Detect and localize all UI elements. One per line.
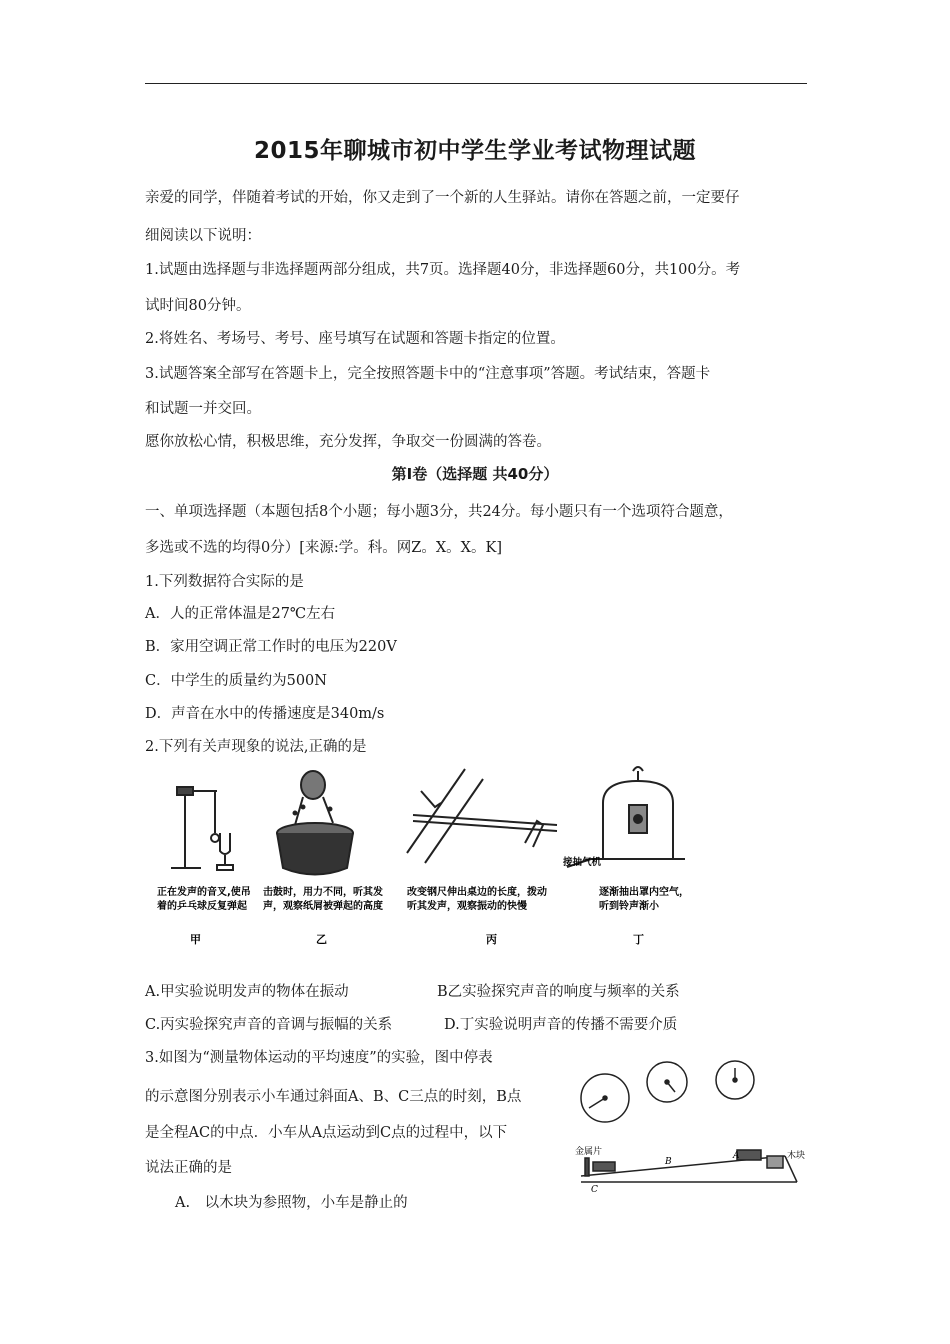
jia-caption-line-1: 正在发声的音叉,使吊 [157, 887, 251, 898]
q2-figure [145, 763, 563, 958]
q2-figure-bell-jar [563, 763, 723, 958]
q1-option-a: A．人的正常体温是27℃左右 [145, 606, 336, 622]
ding-caption-line-2: 听到铃声渐小 [599, 901, 659, 912]
q2-option-b: B乙实验探究声音的响度与频率的关系 [437, 984, 680, 1000]
header-rule [145, 83, 807, 84]
q1-option-b: B．家用空调正常工作时的电压为220V [145, 639, 397, 655]
metal-sheet-label: 金属片 [575, 1147, 603, 1157]
stopwatch-b-icon [647, 1062, 687, 1102]
q2-option-d: D.丁实验说明声音的传播不需要介质 [444, 1017, 678, 1033]
intro-line-8: 愿你放松心情，积极思维，充分发挥，争取交一份圆满的答卷。 [145, 434, 551, 450]
bell-jar-illustration [567, 767, 685, 867]
q3-option-a: A. 以木块为参照物，小车是静止的 [175, 1195, 408, 1211]
q3-line-4: 说法正确的是 [145, 1160, 232, 1176]
stopwatch-c-icon [581, 1074, 629, 1122]
q3-line-3: 是全程AC的中点．小车从A点运动到C点的过程中，以下 [145, 1125, 508, 1141]
intro-line-2: 细阅读以下说明： [145, 228, 261, 244]
jia-caption-line-2: 着的乒乓球反复弹起 [157, 901, 247, 912]
drum-illustration [277, 771, 353, 875]
intro-line-4: 试时间80分钟。 [145, 298, 251, 314]
jia-label: 甲 [190, 933, 201, 946]
bing-label: 丙 [486, 933, 497, 946]
intro-line-1: 亲爱的同学，伴随着考试的开始，你又走到了一个新的人生驿站。请你在答题之前，一定要仔 [145, 190, 740, 206]
q1-option-c: C．中学生的质量约为500N [145, 673, 327, 689]
yi-caption-line-1: 击鼓时，用力不同，听其发 [263, 887, 383, 898]
q3-line-1: 3.如图为“测量物体运动的平均速度”的实验，图中停表 [145, 1050, 493, 1066]
ding-pump-label: 接抽气机 [563, 857, 602, 868]
page-title: 2015年聊城市初中学生学业考试物理试题 [253, 138, 696, 164]
q3-line-2: 的示意图分别表示小车通过斜面A、B、C三点的时刻，B点 [145, 1089, 522, 1105]
ding-label: 丁 [633, 933, 644, 946]
point-a-label: A [733, 1151, 740, 1161]
q2-option-c: C.丙实验探究声音的音调与振幅的关系 [145, 1017, 393, 1033]
wood-block-label: 木块 [787, 1151, 806, 1161]
intro-line-5: 2.将姓名、考场号、考号、座号填写在试题和答题卡指定的位置。 [145, 331, 565, 347]
intro-line-3: 1.试题由选择题与非选择题两部分组成，共7页。选择题40分，非选择题60分，共100分。考 [145, 262, 741, 278]
bing-caption-line-2: 听其发声，观察振动的快慢 [407, 901, 527, 912]
q2-stem: 2.下列有关声现象的说法,正确的是 [145, 739, 367, 755]
part1-line-2: 多选或不选的均得0分）[来源:学。科。网Z。X。X。K] [145, 540, 502, 556]
part1-line-1: 一、单项选择题（本题包括8个小题；每小题3分，共24分。每小题只有一个选项符合题意， [145, 504, 733, 520]
bing-caption-line-1: 改变钢尺伸出桌边的长度，拨动 [407, 887, 547, 898]
yi-label: 乙 [316, 933, 327, 946]
point-c-label: C [591, 1185, 598, 1194]
point-b-label: B [665, 1157, 672, 1167]
intro-line-6: 3.试题答案全部写在答题卡上，完全按照答题卡中的“注意事项”答题。考试结束，答题卡 [145, 366, 711, 382]
ding-caption-line-1: 逐渐抽出罩内空气， [599, 887, 689, 898]
q1-option-d: D．声音在水中的传播速度是340m/s [145, 706, 385, 722]
q1-stem: 1.下列数据符合实际的是 [145, 574, 304, 590]
ruler-illustration [407, 769, 557, 863]
section-title: 第Ⅰ卷（选择题 共40分） [391, 465, 559, 483]
q3-figure [575, 1058, 807, 1194]
q2-option-a: A.甲实验说明发声的物体在振动 [145, 984, 349, 1000]
intro-line-7: 和试题一并交回。 [145, 401, 261, 417]
incline-illustration [581, 1150, 797, 1182]
yi-caption-line-2: 声，观察纸屑被弹起的高度 [263, 901, 383, 912]
tuning-fork-illustration [171, 787, 233, 870]
stopwatch-a-icon [716, 1061, 754, 1099]
